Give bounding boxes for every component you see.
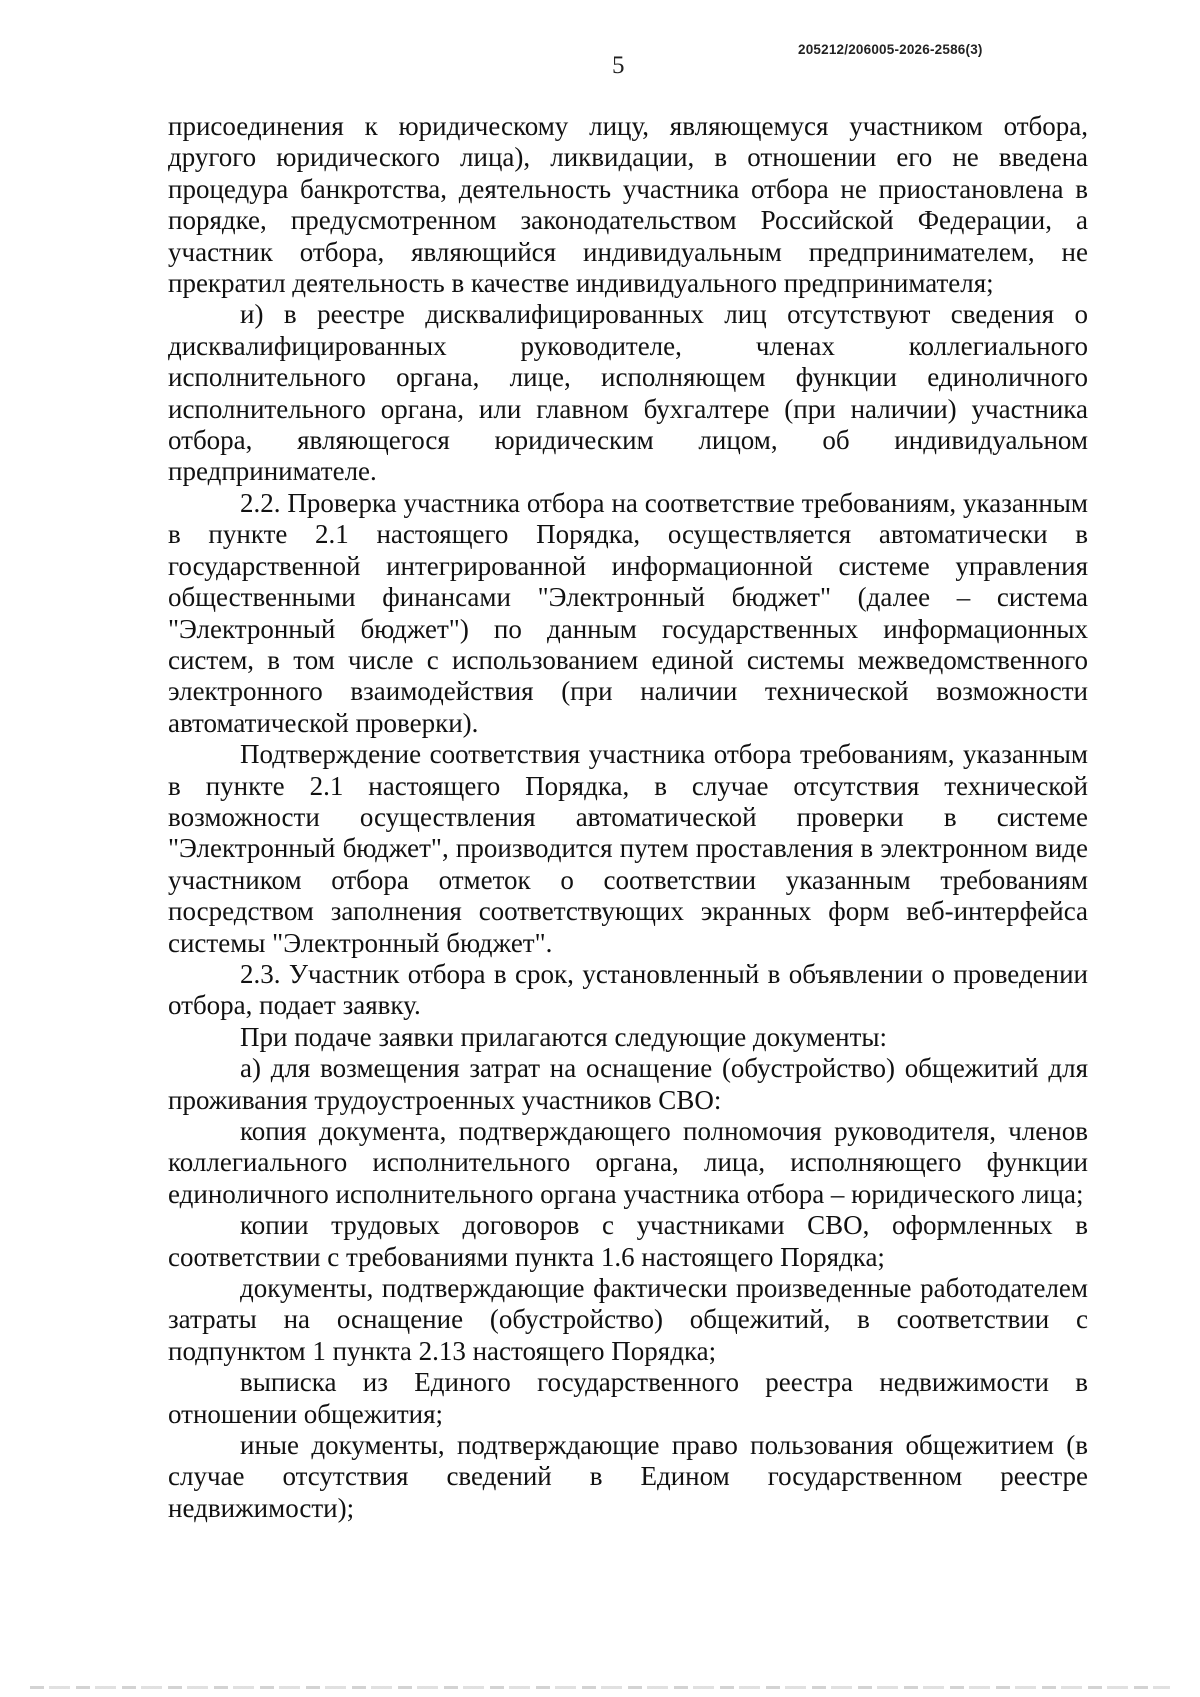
- document-body: [168, 111, 1088, 1524]
- paragraph-item-i: и) в реестре дисквалифицированных лиц отсутствуют сведения о дисквалифицированных руководителе, членах коллегиального исполнительного органа, лице, исполняющем функции единоличного исполнительного органа, или главном бухгалтере (при наличии) участника отбора, являющегося юридическим лицом, об индивидуальном предпринимателе.: [168, 299, 1088, 487]
- paragraph-continuation: присоединения к юридическому лицу, являющемуся участником отбора, другого юридического лица), ликвидации, в отношении его не введена процедура банкротства, деятельность участника отбора не приостановлена в порядке, предусмотренном законодательством Российской Федерации, а участник отбора, являющийся индивидуальным предпринимателем, не прекратил деятельность в качестве индивидуального предпринимателя;: [168, 111, 1088, 299]
- list-item-labor-contracts: копии трудовых договоров с участниками СВО, оформленных в соответствии с требованиями пункта 1.6 настоящего Порядка;: [168, 1210, 1088, 1272]
- list-item-registry-extract: выписка из Единого государственного реестра недвижимости в отношении общежития;: [168, 1367, 1088, 1429]
- paragraph-2-2: 2.2. Проверка участника отбора на соответствие требованиям, указанным в пункте 2.1 настоящего Порядка, осуществляется автоматически в государственной интегрированной информационной системе управления общественными финансами "Электронный бюджет" (далее – система "Электронный бюджет") по данным государственных информационных систем, в том числе с использованием единой системы межведомственного электронного взаимодействия (при наличии технической возможности автоматической проверки).: [168, 487, 1088, 738]
- document-registration-number: 205212/206005-2026-2586(3): [798, 42, 983, 57]
- page-number: 5: [612, 52, 625, 79]
- list-item-expense-documents: документы, подтверждающие фактически произведенные работодателем затраты на оснащение (обустройство) общежитий, в соответствии с подпунктом 1 пункта 2.13 настоящего Порядка;: [168, 1273, 1088, 1366]
- paragraph-item-a: а) для возмещения затрат на оснащение (обустройство) общежитий для проживания трудоустроенных участников СВО:: [168, 1053, 1088, 1115]
- list-item-usage-rights: иные документы, подтверждающие право пользования общежитием (в случае отсутствия сведений в Едином государственном реестре недвижимости);: [168, 1430, 1088, 1523]
- scan-artifact-strip: [30, 1686, 1170, 1689]
- paragraph-confirmation: Подтверждение соответствия участника отбора требованиям, указанным в пункте 2.1 настоящего Порядка, в случае отсутствия технической возможности осуществления автоматической проверки в системе "Электронный бюджет", производится путем проставления в электронном виде участником отбора отметок о соответствии указанным требованиям посредством заполнения соответствующих экранных форм веб-интерфейса системы "Электронный бюджет".: [168, 739, 1088, 958]
- list-item-authority-copy: копия документа, подтверждающего полномочия руководителя, членов коллегиального исполнительного органа, лица, исполняющего функции единоличного исполнительного органа участника отбора – юридического лица;: [168, 1116, 1088, 1209]
- paragraph-documents-intro: При подаче заявки прилагаются следующие документы:: [240, 1021, 888, 1052]
- paragraph-2-3: 2.3. Участник отбора в срок, установленный в объявлении о проведении отбора, подает заявку.: [168, 958, 1088, 1021]
